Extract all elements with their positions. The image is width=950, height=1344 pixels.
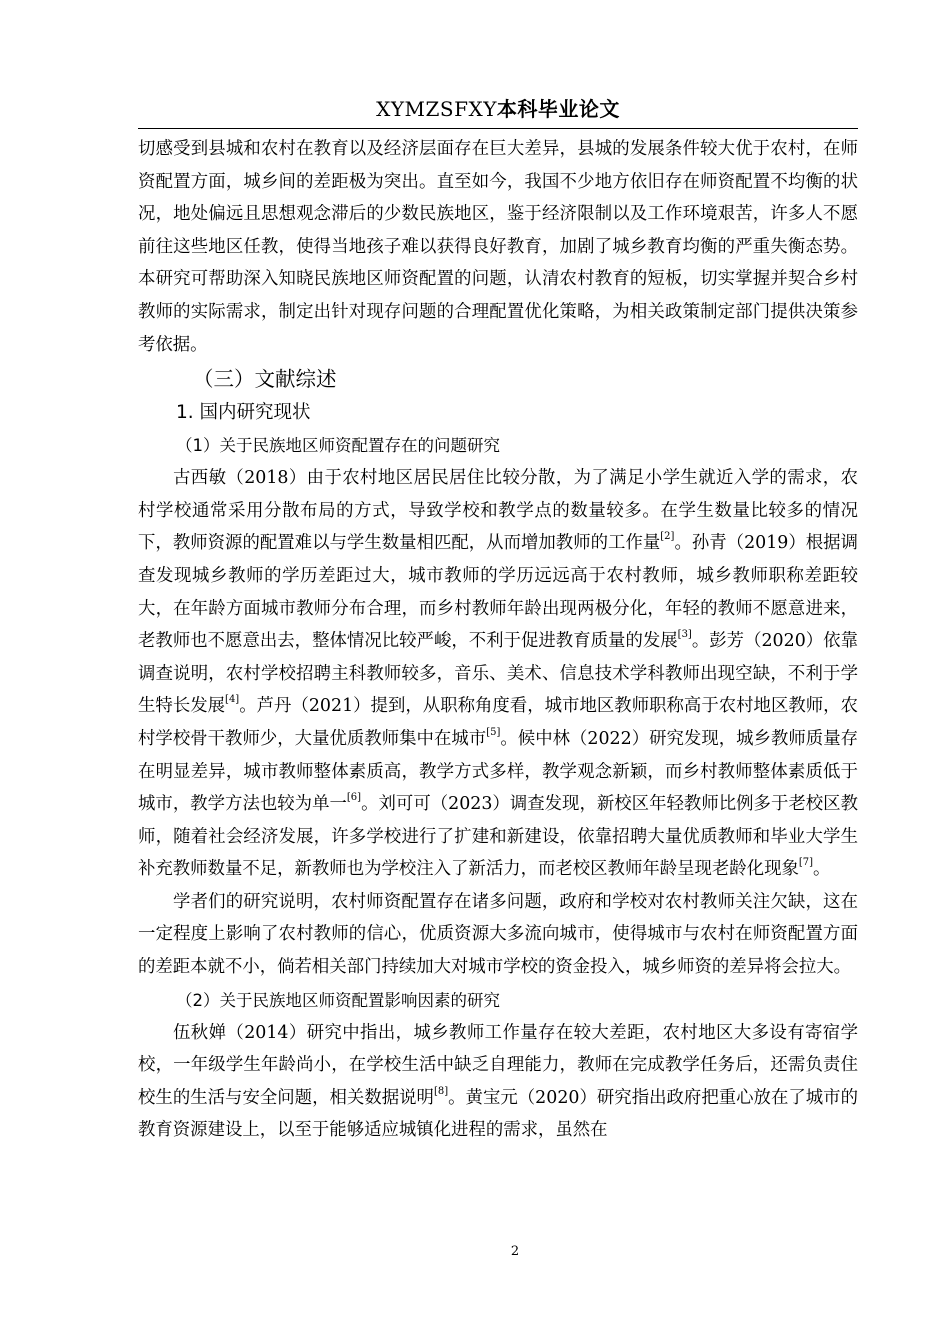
page-number: 2 (510, 1244, 520, 1259)
page-header (138, 94, 858, 124)
text-segment: 古西敏（2018）由于农村地区居民居住比较分散，为了满足小学生就近入学的需求，农村学校通常采用分散布局的方式，导致学校和教学点的数量较多。在学生数量比较多的情况下，教师资源的配置难以与学生数量相匹配，从而增加教师的工作量 (138, 468, 858, 554)
subheading-problems: （1）关于民族地区师资配置存在的问题研究 (176, 436, 500, 456)
citation-5: [5] (486, 726, 501, 738)
header-latin: XYMZSFXY (376, 97, 497, 121)
header-title: 本科毕业论文 (496, 97, 620, 121)
citation-7: [7] (798, 857, 814, 869)
paragraph-continued: 切感受到县城和农村在教育以及经济层面存在巨大差异，县城的发展条件较大优于农村，在师资配置方面，城乡间的差距极为突出。直至如今，我国不少地方依旧存在师资配置不均衡的状况，地处偏远且思想观念滞后的少数民族地区，鉴于经济限制以及工作环境艰苦，许多人不愿前往这些地区任教，使得当地孩子难以获得良好教育，加剧了城乡教育均衡的严重失衡态势。本研究可帮助深入知晓民族地区师资配置的问题，认清农村教育的短板，切实掌握并契合乡村教师的实际需求，制定出针对现存问题的合理配置优化策略，为相关政策制定部门提供决策参考依据。 (138, 139, 858, 355)
text-segment: 。彭芳（2020）依靠调查说明，农村学校招聘主科教师较多，音乐、美术、信息技术学科教师出现空缺，不利于学生特长发展 (138, 631, 858, 717)
section-heading-literature-review: （三）文献综述 (193, 367, 337, 392)
text-segment: 。黄宝元（2020）研究指出政府把重心放在了城市的教育资源建设上，以至于能够适应城镇化进程的需求，虽然在 (138, 1087, 858, 1141)
text-segment: 。孙青（2019）根据调查发现城乡教师的学历差距过大，城市教师的学历远远高于农村教师，城乡教师职称差距较大，在年龄方面城市教师分布合理，而乡村教师年龄出现两极分化，年轻的教师不愿意进来，老教师也不愿意出去，整体情况比较严峻，不利于促进教育质量的发展 (138, 533, 858, 652)
citation-6: [6] (346, 792, 362, 804)
header-rule (138, 128, 858, 129)
subheading-influencing-factors: （2）关于民族地区师资配置影响因素的研究 (176, 990, 500, 1010)
subsection-heading-domestic: 1. 国内研究现状 (176, 402, 311, 424)
document-body (138, 133, 858, 1147)
citation-2: [2] (660, 531, 675, 543)
text-segment: 。 (813, 859, 831, 880)
citation-3: [3] (677, 629, 692, 641)
paragraph-problems-review (138, 462, 858, 886)
text-segment: 。芦丹（2021）提到，从职称角度看，城市地区教师职称高于农村地区教师，农村学校骨干教师少，大量优质教师集中在城市 (138, 696, 858, 749)
paragraph-summary: 学者们的研究说明，农村师资配置存在诸多问题，政府和学校对农村教师关注欠缺，这在一定程度上影响了农村教师的信心，优质资源大多流向城市，使得城市与农村在师资配置方面的差距本就不小，倘若相关部门持续加大对城市学校的资金投入，城乡师资的差异将会拉大。 (138, 891, 858, 978)
citation-4: [4] (225, 694, 240, 706)
paragraph-factors-review (138, 1017, 858, 1147)
citation-8: [8] (433, 1085, 449, 1097)
text-segment: 。候中林（2022）研究发现，城乡教师质量存在明显差异，城市教师整体素质高，教学方式多样，教学观念新颖，而乡村教师整体素质低于城市，教学方法也较为单一 (138, 728, 858, 815)
text-segment: 。刘可可（2023）调查发现，新校区年轻教师比例多于老校区教师，随着社会经济发展，许多学校进行了扩建和新建设，依靠招聘大量优质教师和毕业大学生补充教师数量不足，新教师也为学校注入了新活力，而老校区教师年龄呈现老龄化现象 (138, 794, 858, 880)
text-segment: 伍秋婵（2014）研究中指出，城乡教师工作量存在较大差距，农村地区大多设有寄宿学校，一年级学生年龄尚小，在学校生活中缺乏自理能力，教师在完成教学任务后，还需负责住校生的生活与安全问题，相关数据说明 (138, 1022, 858, 1108)
